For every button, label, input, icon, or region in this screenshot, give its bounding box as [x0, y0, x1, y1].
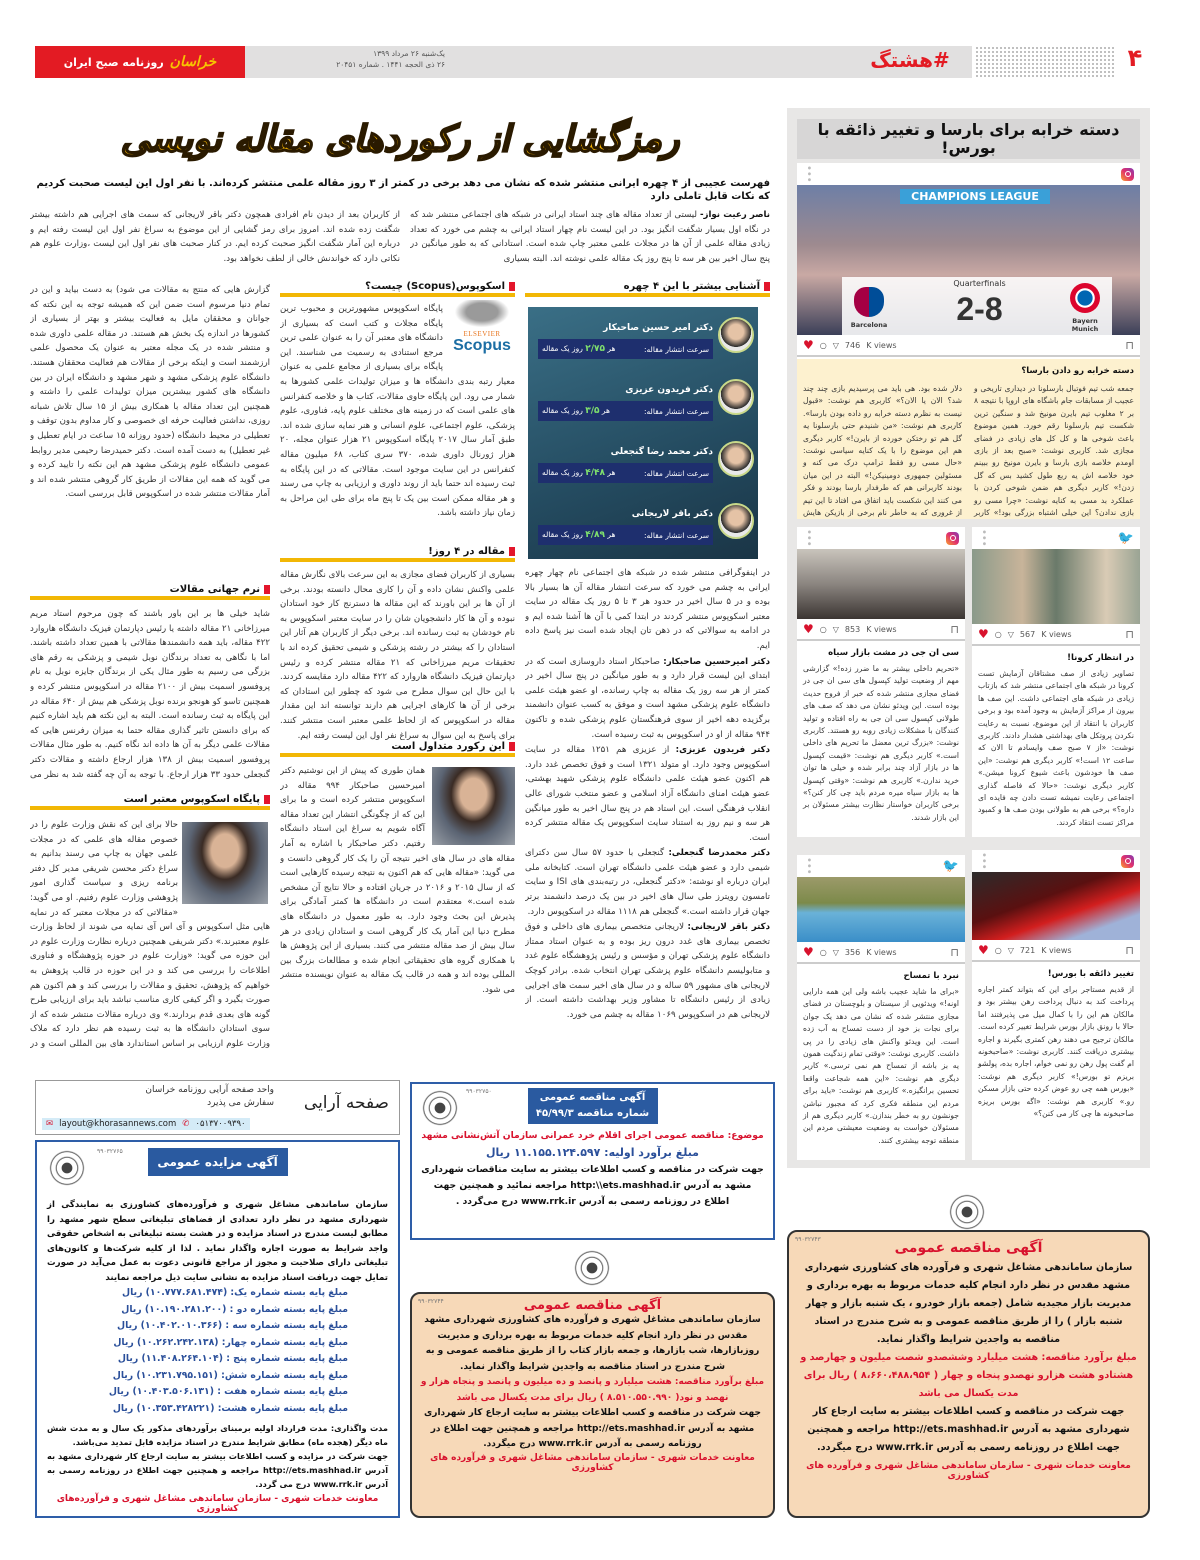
ad-title: آگهی مناقصه عمومی [894, 1240, 1043, 1256]
paragraph: حالا برای این که نقش وزارت علوم را در خصوص مقاله های علمی که در مجلات علمی جهان به چاپ می رسند بدانیم به سراغ دکتر محسن شریفی مدیر کل دفتر برنامه ریزی و سیاست گذاری امور پژوهشی وزارت علوم رفتیم. او می گوید: «مقالاتی که در مجلات معتبر که در نمایه هایی مثل اسکوپوس و آی اس آی نمایه می شوند از لحاظ وزارت علوم معتبرند.» دکتر شریفی همچنین درباره نظارت وزارت علوم در این حوزه می گوید: «وزارت علوم در حوزه پژوهشگاه و فناوری اطلاعات را بررسی می کند و در این حوزه در قالب پژوهش به خواهیم که پژوهش، تحقیق و مقالات را بررسی کند و هم اکنون هم صورت بگیرد و اگر کیفی کاری مناسب نباشد باید برای ارزیابی طرح گونه های بعدی قدم بردارند.» وی درباره مقالات منتشر شده که از سوی استادان دانشگاه ها به ثبت رسیده هم نظر دارد که ملاک وزارت علوم ارزیابی بر اساس استاندارد های بین المللی است و در [30, 820, 270, 1048]
rate-box [538, 463, 713, 483]
instagram-icon [1121, 168, 1134, 181]
match-stage: Quarterfinals [953, 279, 1006, 288]
ad-footer: معاونت خدمات شهری - سازمان ساماندهی مشاغل شهری و فرآورده های کشاورزی [806, 1461, 1131, 1481]
post-actions [972, 624, 1140, 646]
post-header [797, 855, 965, 877]
intro-right [410, 208, 770, 268]
heading-text: مقاله در ۴ روز! [428, 546, 505, 557]
portrait-photo [718, 379, 754, 415]
comment-icon[interactable]: ○ [994, 945, 1002, 955]
column-2-body-2: بسیاری از کاربران فضای مجازی به این سرعت بالای نگارش مقاله علمی واکنش نشان داده و آن را کاری محال دانسته بودند. برخی از آن ها بر این باورند که این مقاله ها دسترنج کار خود استادان نبوده و آن ها کار دانشجویان شان را در سایت معتبر اسکوپوس به نام خودشان به ثبت رسانده اند. برخی دیگر از کاربران هم آثار این استادان را که بیشتر در رشته پزشکی و شیمی تحقیق کرده اند با تحقیقات مریم میرزاخانی که ۲۱ مقاله منتشر کرده و رئیس دپارتمان فیزیک دانشگاه هاروارد که ۴۲۲ مقاله دارد مقایسه کردند. با این حال این سوال مطرح می شود که چطور این استادان که برخی از آن ها کارهای اجرایی هم دارند توانسته اند این مقدار مقاله در اسکوپوس که از لحاظ علمی معتبر است منتشر کنند. برای پاسخ به این سوال به سراغ نفر اول این لیست رفته ایم. [280, 570, 515, 740]
tender-subject: موضوع: مناقصه عمومی اجرای اقلام خرد عمرانی سازمان آتش‌نشانی مشهد [421, 1130, 764, 1141]
page-number: ۴ [1127, 44, 1143, 72]
mashhad-municipality-logo [420, 1088, 460, 1128]
ad-title: آگهی مناقصه عمومی [523, 1298, 662, 1313]
tender-estimate: مبلغ برآورد مناقصه: هشت میلیارد وششصدو شصت میلیون و چهارصد و هشتادو هشت هزارو نهصدو پنجاه و چهار ( ۸،۶۶۰،۴۸۸،۹۵۴ ) ریال برای مدت یکسال می باشد [800, 1352, 1137, 1399]
rate-box [538, 525, 713, 545]
paragraph: پایگاه اسکوپوس مشهورترین و محبوب ترین پایگاه مجلات و کتب است که بسیاری از دانشگاه های معتبر آن را به عنوان علمی ترین مرجع استنادی به رسمیت می شناسند. این پایگاه برای بسیاری از مجامع علمی به عنوان معیار رتبه بندی دانشگاه ها و میزان تولیدات علمی کشورها به شمار می رود. این پایگاه حاوی مقالات، کتاب ها و خلاصه کنفرانس های علمی است که در زمینه های مختلف علوم پایه، فناوری، علوم پزشکی، علوم اجتماعی، علوم انسانی و هنر نمایه سازی شده اند. طبق آمار سال ۲۰۱۷ پایگاه اسکوپوس ۲۱ هزار عنوان مجله، ۲۰ هزار ژورنال داوری شده، ۳۷۰ سری کتاب، ۶۸ میلیون مقاله کنفرانس در این سایت موجود است. مقالاتی که در این پایگاه به ثبت رسیده اند حتما باید از روند داوری و ارزیابی به چاپ می رسند و هر مقاله ممکن است بین یک تا پنج ماه برای طی این مراحل به زمان نیاز داشته باشد. [280, 304, 515, 519]
date-line-1: یک‌شنبه ۲۶ مرداد ۱۳۹۹ [373, 49, 445, 58]
package-price: مبلغ پایه بسته شماره پنج : (۱۱.۴۰۸.۲۶۴.۱۰۴) ریال [117, 1353, 348, 1364]
post-image [797, 185, 1140, 335]
infographic-row [528, 435, 758, 495]
ad-body: سازمان ساماندهی مشاغل شهری و فرآورده های کشاورزی شهرداری مشهد مقدس در نظر دارد انجام کلیه خدمات مربوط به بهره برداری و مدیریت بازار مجیدیه شامل (جمعه بازار خودرو ، یک شنبه بازار و چهار شنبه بازار ) را از طریق مناقصه عمومی و به شرح مندرج در اسناد مناقصه به واجدین شرایط واگذار نماید. [804, 1262, 1133, 1345]
column-3-heading-1 [30, 583, 270, 600]
rate-box [538, 339, 713, 359]
infographic-row [528, 311, 758, 371]
ad-title: صفحه آرایی [303, 1093, 389, 1113]
post-image [797, 877, 965, 942]
bookmark-icon[interactable]: ⊓ [950, 945, 959, 959]
column-3-heading-2 [30, 793, 270, 810]
post-image [972, 549, 1140, 624]
caption-title: در انتظار کرونا! [1067, 653, 1134, 663]
post-header [972, 850, 1140, 872]
mashhad-municipality-logo [47, 1148, 87, 1188]
ad-footer: معاونت خدمات شهری - سازمان ساماندهی مشاغل شهری و فرآورده‌های کشاورزی [56, 1494, 379, 1514]
heading-text: پایگاه اسکوپوس معتبر است [123, 794, 260, 805]
banner-line: آگهی مناقصه عمومی [539, 1092, 646, 1103]
paragraph-lead: دکتر باقر لاریجانی: [687, 922, 770, 933]
like-heart-icon[interactable]: ♥ [978, 627, 989, 641]
panel-title-text: دسته خرابه برای بارسا و تغییر ذائقه با بورس! [817, 120, 1120, 157]
share-icon[interactable]: ▽ [832, 947, 839, 957]
auction-ad [35, 1140, 400, 1518]
paper-tagline: روزنامه صبح ایران [63, 55, 164, 69]
view-count: 356 [844, 947, 861, 957]
column-1-body [525, 566, 770, 1048]
views-label: K views [1041, 629, 1072, 639]
views-label: K views [1041, 945, 1072, 955]
rate-value: ۴/۴۸ [585, 468, 606, 478]
tender-info: جهت شرکت در مناقصه و کسب اطلاعات بیشتر به سایت ارجاع کار شهرداری مشهد به آدرس http://ets.mashhad.ir مراجعه و همچنین جهت اطلاع در روزنامه رسمی به آدرس www.rrk.ir درج میگردد. [807, 1406, 1130, 1453]
match-score: 2-8 [956, 291, 1003, 327]
package-price: مبلغ پایه بسته شماره چهار: (۱۰.۲۶۲.۲۴۲.۱۳۸) ریال [113, 1336, 348, 1348]
post-card-bourse [972, 850, 1140, 1160]
rate-suffix: روز یک مقاله [542, 468, 583, 477]
rate-prefix: هر [601, 406, 610, 415]
section-heading [525, 280, 770, 297]
email-address[interactable]: layout@khorasannews.com [59, 1119, 177, 1129]
ad-duration: مدت واگذاری: مدت قرارداد اولیه برمبنای برآوردهای مذکور یک سال و به مدت شش ماه دیگر (هجده ماه) مطابق شرایط مندرج در اسناد مزایده قابل تمدید می‌باشد. [47, 1423, 388, 1447]
rate-suffix: روز یک مقاله [542, 344, 583, 353]
caption-title: دسته خرابه رو دادن بارسا؟ [1021, 366, 1134, 376]
ad-banner [528, 1088, 658, 1124]
post-image [972, 872, 1140, 940]
paragraph-lead: دکتر امیرحسین صاحبکار: [663, 656, 770, 667]
caption-title: سی ان جی در مشت بازار سیاه [828, 648, 959, 658]
post-card-corona [972, 527, 1140, 837]
article-title: رمزگشایی از رکوردهای مقاله نویسی [120, 119, 680, 160]
views-label: K views [866, 624, 897, 634]
rate-label: سرعت انتشار مقاله: [644, 344, 709, 354]
tender-estimate: مبلغ برآورد مناقصه: هشت میلیارد و پانصد و ده میلیون و پانصد و پنجاه هزار و نهصد و نود( ۸.۵۱۰.۵۵۰.۹۹۰ ) ریال برای مدت یکسال می باشد [420, 1377, 765, 1403]
column-3-body-2: شاید خیلی ها بر این باور باشند که چون مرحوم استاد مریم میرزاخانی ۲۱ مقاله داشته یا رئیس دپارتمان فیزیک دانشگاه هاروارد ۴۲۲ مقاله، باید همه دانشمندها مقالاتی با همین تعداد داشته باشند. اما با نگاهی به تعداد برندگان نوبل شیمی و پزشکی به رقم های بزرگی می رسیم به طور مثال یکی از برندگان جایزه نوبل به نام پروفسور اسمیت بیش از ۲۱۰۰ مقاله در اسکوپوس منتشر کرده و همچنین تاسو کو هونجو برنده نوبل پزشکی هم بیش از ۶۴۰ مقاله در این پایگاه به ثبت رسانده است. البته به این نکته هم باید اشاره کنیم که برای دانستن تاثیر گذاری مقاله حتما به میزان رفرنس هایی که مقالات علمی دیگر به آن ها داده اند نگاه کنیم. به طور مثال مقالات پروفسور اسمیت بیش از ۱۳۸ هزار ارجاع داشته و مقالات دکتر گنجعلی حدود ۳۳ هزار ارجاع. با توجه به آن چه گفته شد به نظر می [30, 609, 270, 780]
package-price: مبلغ پایه بسته شماره شش: (۱۰.۲۳۱.۷۹۵.۱۵۱) ریال [112, 1369, 348, 1381]
person-name: دکتر امیر حسین صاحبکار [603, 323, 713, 333]
person-name: دکتر فریدون عزیزی [625, 385, 713, 395]
post-card-champions [797, 163, 1140, 359]
package-price: مبلغ پایه بسته شماره یک: (۱۰.۷۷۷.۶۸۱.۴۷۴) ریال [122, 1287, 348, 1298]
ad-line: سفارش می پذیرد [207, 1098, 274, 1108]
ad-line: واحد صفحه آرایی روزنامه خراسان [145, 1085, 274, 1095]
rate-label: سرعت انتشار مقاله: [644, 530, 709, 540]
rate-value: ۳/۵ [585, 406, 600, 416]
post-actions [972, 940, 1140, 962]
post-image [797, 549, 965, 619]
date-line-2: ۲۶ ذی الحجه ۱۴۴۱ . شماره ۲۰۴۵۱ [336, 60, 445, 69]
email-icon: ✉ [46, 1119, 54, 1129]
post-actions [797, 942, 965, 964]
rate-box [538, 401, 713, 421]
paragraph-lead: دکتر محمدرضا گنجعلی: [668, 848, 770, 859]
ad-body: سازمان ساماندهی مشاغل شهری و فرآورده های کشاورزی شهرداری مشهد مقدس در نظر دارد انجام کلیه خدمات مربوط به بهره برداری و مدیریت روزبازارها، شب بازارها، و جمعه بازار کتاب را از طریق مناقصه عمومی و به شرح مندرج در اسناد مناقصه به واجدین شرایط واگذار نماید. [424, 1315, 761, 1372]
infographic-row [528, 373, 758, 433]
elsevier-tree-icon [450, 300, 514, 330]
package-price: مبلغ پایه بسته شماره هشت: (۱۰.۳۵۳.۴۲۸۲۲۱) ریال [112, 1402, 348, 1414]
views-label: K views [866, 947, 897, 957]
view-count: 853 [844, 624, 861, 634]
ad-info: جهت شرکت در مزایده و کسب اطلاعات بیشتر به سایت ارجاع کار شهرداری مشهد به آدرس http://ets.mashhad.ir مراجعه و همچنین جهت اطلاع در روزنامه رسمی به آدرس www.rrk.ir درج می گردد. [47, 1451, 388, 1489]
issue-date [255, 48, 445, 70]
section-title: #هشتگ [870, 48, 950, 72]
rate-value: ۲/۷۵ [585, 344, 606, 354]
dotted-decoration [975, 46, 1115, 78]
ad-code: ۹۹۰۳۲۷۴۴ [418, 1298, 444, 1305]
bookmark-icon[interactable]: ⊓ [1125, 943, 1134, 957]
instagram-icon [1121, 855, 1134, 868]
comment-icon[interactable]: ○ [819, 624, 827, 634]
newspaper-logo [35, 46, 245, 78]
rate-label: سرعت انتشار مقاله: [644, 468, 709, 478]
paragraph-lead: دکتر فریدون عزیزی: [675, 745, 770, 756]
share-icon[interactable]: ▽ [1007, 629, 1014, 639]
share-icon[interactable]: ▽ [1007, 945, 1014, 955]
heading-text: این رکورد متداول است [391, 741, 505, 752]
barcelona-crest-icon [854, 287, 884, 317]
package-price: مبلغ پایه بسته شماره هفت : (۱۰.۴۰۳.۵۰۶.۱۳۱) ریال [108, 1386, 348, 1397]
rate-prefix: هر [607, 344, 616, 353]
infographic-row [528, 497, 758, 557]
rate-suffix: روز یک مقاله [542, 530, 583, 539]
column-1 [525, 280, 770, 297]
comment-icon[interactable]: ○ [819, 340, 827, 350]
column-2-heading-2 [280, 545, 515, 562]
section-heading [280, 740, 515, 757]
bayern-crest-icon [1070, 283, 1100, 313]
ad-box [787, 1230, 1150, 1518]
like-heart-icon[interactable]: ♥ [803, 945, 814, 959]
paragraph-text: از عزیزی هم ۱۲۵۱ مقاله در سایت اسکوپوس وجود دارد. او متولد ۱۳۲۱ است و فوق تخصص غدد دارد. هم اکنون عضو هیئت علمی دانشگاه علوم پزشکی شهید بهشتی، عضو هیئت امنای دانشگاه آزاد اسلامی و عضو منتخب شورای عالی انقلاب فرهنگی است. این استاد هم در پنج سال اخیر به طور میانگین هر سه و نیم روز به استناد سایت اسکوپوس یک مقاله منتشر کرده است. [525, 745, 770, 843]
column-2-heading [280, 280, 515, 297]
caption-text: دلار شده بود. هی باید می پرسیدیم بازی چند چند شد؟ الان یا الان؟» کاربری هم نوشت: «قبول نیست به نظرم دسته خرابه رو داده بودن بارسا». کاربری هم نوشت: «من شنیدم حتی بارسلونا یه گل هم تو رختکن خورده از بایرن!» کاربر دیگری هم این موضوع را با یک کنایه سیاسی نوشت: «حال مسی رو فقط ترامپ درک می کنه و مسئولین جمهوری دومینیکن!» البته در این میان بودند کاربرانی هم که طرفدار بارسا بودند و فکر می کنند این شکست باید اتفاق می افتاد تا این تیم از غروری که به خاطر نام برخی از بازیکن هایش [803, 384, 962, 517]
package-price: مبلغ پایه بسته شماره دو : (۱۰.۱۹۰.۲۸۱.۲۰۰) ریال [121, 1303, 348, 1315]
tender-estimate: مبلغ برآورد اولیه: ۱۱.۱۵۵.۱۲۴.۵۹۷ ریال [485, 1146, 699, 1159]
view-count: 567 [1019, 629, 1036, 639]
section-heading [280, 280, 515, 297]
infographic [528, 307, 758, 559]
heading-text: نرم جهانی مقالات [169, 584, 260, 595]
views-label: K views [866, 340, 897, 350]
paragraph [525, 920, 770, 1022]
team-left: Barcelona [850, 321, 888, 329]
rate-prefix: هر [607, 468, 616, 477]
panel-title [797, 119, 1140, 159]
elsevier-label: ELSEVIER [463, 330, 501, 338]
twitter-icon: 🐦 [1117, 530, 1134, 546]
post-actions [797, 335, 1140, 357]
like-heart-icon[interactable]: ♥ [803, 338, 814, 352]
comment-icon[interactable]: ○ [994, 629, 1002, 639]
column-2-heading-3 [280, 740, 515, 757]
more-options-icon[interactable]: ••• [803, 165, 814, 183]
rate-prefix: هر [607, 530, 616, 539]
package-price: مبلغ پایه بسته شماره سه : (۱۰.۴۰۲.۰۱۰.۳۶۶) ریال [117, 1320, 348, 1331]
scopus-logo [450, 300, 514, 364]
more-options-icon[interactable]: ••• [978, 852, 989, 870]
layout-service-ad [35, 1080, 400, 1135]
tender-ad-majidieh [787, 1192, 1150, 1518]
intro-left: از کاربران بعد از دیدن نام افرادی همچون دکتر باقر لاریجانی که سمت های اجرایی هم داشته بیشتر شگفت زده شده اند. امروز برای رمز گشایی از این موضوع به سراغ نفر اول این لیست رفته ایم و درباره این آمار شگفت انگیز صحبت کرده ایم. در کنار صحبت های نفر اول این لیست ،وزارت علوم هم نکاتی دارد که خواندنش خالی از لطف نخواهد بود. [30, 210, 400, 264]
competition-banner: CHAMPIONS LEAGUE [900, 189, 1050, 204]
view-count: 721 [1019, 945, 1036, 955]
instagram-icon [946, 532, 959, 545]
scopus-label: Scopus [453, 337, 511, 354]
post-header [797, 163, 1140, 185]
post-actions [797, 619, 965, 641]
rate-value: ۴/۸۹ [585, 530, 606, 540]
article-subtitle: فهرست عجیبی از ۴ چهره ایرانی منتشر شده که نشان می دهد برخی در کمتر از ۳ روز مقاله علمی منتشر کرده‌اند. با نفر اول این لیست صحبت کردیم که نکات قابل تاملی دارد [36, 178, 770, 202]
ad-code: ۹۹۰۳۲۷۶۵ [97, 1148, 123, 1155]
section-heading [30, 583, 270, 600]
phone-number: ۰۵۱۳۷۰۰۹۳۹۰ [195, 1119, 246, 1129]
like-heart-icon[interactable]: ♥ [803, 622, 814, 636]
caption-text: جمعه شب تیم فوتبال بارسلونا در دیداری تاریخی و عجیب از مسابقات جام باشگاه های اروپا با نتیجه ۸ بر ۲ مغلوب تیم بایرن مونیخ شد و سنگین ترین شکست تیم بارسلونا رقم خورد. همین موضوع باعث شوخی ها و کل کل های زیادی در فضای مجازی شد. کاربری نوشت: «صبح بعد از بازی اومدم خلاصه بازی بارسا و بایرن مونیخ رو ببینم خود خلاصه اش یه ربع طول کشید بس که گل زدن!» کاربر دیگری هم ضمن شوخی کردن با عملکرد بد مسی به کنایه نوشت: «چرا مسی رو بازی ندادن؟ این خیلی اشتباه بزرگی بود!» کاربر [974, 384, 1135, 517]
post-caption-champions [797, 359, 1140, 519]
post-card-cng [797, 527, 965, 837]
mashhad-municipality-logo [947, 1192, 987, 1232]
package-list [47, 1285, 388, 1417]
ad-code: ۹۹۰۳۲۷۴۳ [795, 1236, 821, 1243]
person-name: دکتر باقر لاریجانی [631, 509, 713, 519]
rate-label: سرعت انتشار مقاله: [644, 406, 709, 416]
share-icon[interactable]: ▽ [832, 340, 839, 350]
section-heading [30, 793, 270, 810]
paragraph: در اینفوگرافی منتشر شده در شبکه های اجتماعی نام چهار چهره ایرانی به چشم می خورد که سرعت انتشار مقاله آن ها بسیار بالا بوده و در ۵ سال اخیر در حدود هر ۳ تا ۵ روز یک مقاله در سایت معتبر اسکوپوس منتشر کردند در ابتدا کمی با آن ها آشنا شده ایم و در ادامه به سوالاتی که در ذهن تان ایجاد شده است نیز پاسخ داده ایم. [525, 568, 770, 651]
portrait-photo [718, 441, 754, 477]
sharifi-photo [182, 822, 268, 904]
bookmark-icon[interactable]: ⊓ [1125, 338, 1134, 352]
caption-text: تصاویر زیادی از صف مشتاقان آزمایش تست کرونا در شبکه های اجتماعی منتشر شد که بازتاب زیادی در شبکه های اجتماعی داشت. این صف ها بیرون از مراکز آزمایش به وجود آمده بود و برخی کاربران با انتقاد از این موضوع، نسبت به رعایت نکردن پروتکل های بهداشتی هشدار دادند. کاربری نوشت: «از ۷ صبح صف وایسادم تا الان که ساعت ۱۲ است!» کاربر دیگری هم نوشت: «این صف ها خودشون باعث شیوع کرونا میشن.» کاربر دیگری نوشت: «حالا که فاصله گذاری اجتماعی رعایت نمیشه تست دادن چه فایده ای داره؟» برخی هم به طولانی بودن صف ها و کمبود مراکز تست انتقاد کردند. [978, 669, 1134, 827]
author-name: ناصر رعیت نواز- [699, 210, 770, 220]
ad-code: ۹۹۰۳۲۷۵۰ [466, 1088, 492, 1095]
bookmark-icon[interactable]: ⊓ [950, 622, 959, 636]
phone-icon: ✆ [182, 1119, 190, 1129]
portrait-photo [718, 317, 754, 353]
mashhad-municipality-logo [572, 1248, 612, 1288]
section-heading [280, 545, 515, 562]
bookmark-icon[interactable]: ⊓ [1125, 627, 1134, 641]
rate-suffix: روز یک مقاله [542, 406, 583, 415]
tender-info: جهت شرکت در مناقصه و کسب اطلاعات بیشتر به سایت مناقصات شهرداری مشهد به آدرس http:\\ets.mashhad.ir مراجعه نمائید و همچنین جهت اطلاع در روزنامه رسمی به آدرس www.rrk.ir درج می‌گردد . [421, 1164, 764, 1207]
intro-text: لیستی از تعداد مقاله های چند استاد ایرانی در شبکه های اجتماعی منتشر شد که در نگاه اول بسیار شگفت انگیز بود. در این لیست نام چهار استاد ایرانی به چشم می خورد که تعداد زیادی مقاله علمی از آن ها در مجلات علمی معتبر چاپ شده است. استادانی که به طور میانگین در پنج سال اخیر بین هر سه تا پنج روز یک مقاله علمی نوشته اند. البته بسیاری [410, 210, 770, 264]
caption-text: «تحریم داخلی بیشتر به ما ضرر زده!» گزارشی مهم از وضعیت تولید کپسول های سی ان جی در فضای مجازی منتشر شده که خبر از فروج حدیث بوده است. این ویدئو نشان می دهد که صف های طولانی کپسول سی ان جی به راه افتاده و تولید کنندگان با مشکلات زیادی روبه رو هستند. کاربری نوشت: «بزرگ ترین معضل ما تحریم های داخلی است.» کاربر دیگری هم نوشت: «قیمت کپسول ها در بازار آزاد چند برابر شده و خیلی ها توان خرید ندارن.» کاربری هم نوشت: «وقتی کپسول ها به بازار سیاه میره مردم باید چی کار کنن؟» برخی کاربران خواستار نظارت بیشتر مسئولان بر این بازار شدند. [803, 664, 959, 822]
paragraph [525, 655, 770, 743]
tender-ad-bazaars [410, 1248, 775, 1518]
more-options-icon[interactable]: ••• [803, 529, 814, 547]
banner-line: شماره مناقصه ۴۵/۹۹/۳ [535, 1108, 650, 1119]
ad-body: سازمان ساماندهی مشاغل شهری و فرآورده‌های کشاورزی به نمایندگی از شهرداری مشهد در نظر دارد تعدادی از فضاهای تبلیغاتی سطح شهر مشهد را مطابق لیست مندرج در اسناد مزایده و در هشت بسته تبلیغاتی به اشخاص حقوقی واجد شرایط به صورت اجاره واگذار نماید . لذا از کلیه شرکت‌ها و کانون‌های تبلیغاتی دارای صلاحیت و مجوز از مراجع قانونی دعوت به عمل می‌آید در صورت تمایل جهت دریافت اسناد مزایده به نشانی سایت ذیل مراجعه نمایند [47, 1200, 388, 1283]
paragraph-text: صاحبکار استاد داروسازی است که در ابتدای این لیست قرار دارد و به طور میانگین در پنج سال اخیر در کمتر از هر سه روز یک مقاله به چاپ رسانده، او عضو هیئت علمی دانشگاه علوم پزشکی مشهد است و موفق به کسب عنوان دانشمند برگزیده دهه اخیر از سوی فرهنگستان علوم پزشکی شده و تاکنون ۹۴۴ مقاله از او در اسکوپوس به ثبت رسیده است. [525, 656, 770, 740]
scoreboard [842, 277, 1112, 335]
paragraph: همان طوری که پیش از این نوشتیم دکتر امیرحسین صاحبکار ۹۹۴ مقاله در اسکوپوس منتشر کرده است و ما برای این که از چگونگی انتشار این تعداد مقاله آگاه شویم به سراغ این استاد دانشگاه رفتیم. دکتر صاحبکار با اشاره به آمار مقاله های در سال های اخیر نتیجه آن را یک کار گروهی دانست و می گوید: «مقاله هایی که هم اکنون به نتیجه رسیده کارهایی است که از سال ۲۰۱۵ و ۲۰۱۶ در جریان افتاده و حالا نتایج آن مشخص شده است.» معتقدم است در دانشگاه ها کمتر آمادگی برای پذیرش این بحث وجود دارد. به طور معمول در دانشگاه های مطرح دنیا این آمار یک کار گروهی است و استادان زیادی در هر سال بیش از صد مقاله منتشر می کنند. بسیاری از این پژوهش ها با همکاری گروه های تحقیقاتی انجام شده و مطالعات بزرگ بین المللی بوده اند و همه در قالب یک مقاله به عنوان نویسنده منتشر می شود. [280, 766, 515, 995]
like-heart-icon[interactable]: ♥ [978, 943, 989, 957]
share-icon[interactable]: ▽ [832, 624, 839, 634]
sahebkar-photo [432, 767, 515, 845]
paragraph-text: لاریجانی متخصص بیماری های داخلی و فوق تخصص بیماری های غدد درون ریز بوده و به عنوان استاد ممتاز دانشگاه علوم پزشکی تهران و مؤسس و رئیس پژوهشگاه علوم غدد و متابولیسم دانشگاه علوم پزشکی تهران انتخاب شده. برادر کوچک لاریجانی های مشهور ۵۹ ساله و در سال های اخیر سمت های اجرایی زیادی از رئیس دانشگاه تا مشاور وزیر بهداشت داشته است. از لاریجانی هم در اسکوپوس ۱۰۶۹ مقاله به چشم می خورد. [525, 922, 770, 1020]
post-card-crocodile [797, 855, 965, 1160]
more-options-icon[interactable]: ••• [803, 857, 814, 875]
caption-text: «برای ما شاید عجیب باشه ولی این همه دارایی اونه!» ویدئویی از سیستان و بلوچستان در فضای مجازی منتشر شده که نشان می دهد یک جوان برای نجات بز خود از دست تمساح به آب زده است. این ویدئو واکنش های زیادی را در پی داشت. کاربری نوشت: «وقتی تمام زندگیت همون یه بز باشه از تمساح هم نمی ترسی.» کاربر دیگری هم نوشت: «این همه شجاعت واقعا تحسین برانگیزه.» کاربری هم نوشت: «باید برای مردم این منطقه فکری کرد که مجبور نباشن جونشون رو به خطر بندازن.» کاربر دیگری هم از مسئولان خواست به وضعیت معیشتی مردم این منطقه توجه بیشتری کنند. [803, 987, 959, 1145]
caption-title: نبرد با تمساح [903, 971, 959, 981]
caption-text: از قدیم مستاجر برای این که بتواند کمتر اجاره پرداخت کند به دنبال پرداخت رهن بیشتر بود و مالکان هم این را با کمال میل می پذیرفتند اما حالا با رونق بازار بورس شرایط تغییر کرده است. مالکان ترجیح می دهند رهن کمتری بگیرند و اجاره بیشتری دریافت کنند. کاربری نوشت: «صاحبخونه ام گفت پول رهن رو نمی خوام، اجاره بده، پولشو بریزم تو بورس!» کاربر دیگری هم نوشت: «بورس همه چی رو عوض کرده حتی بازار مسکن رو.» کاربری هم نوشت: «اگه بورس بریزه صاحبخونه ها چی کار می کنن؟» [978, 985, 1134, 1119]
twitter-icon: 🐦 [942, 858, 959, 874]
view-count: 746 [844, 340, 861, 350]
heading-text: اسکوپوس(Scopus) چیست؟ [365, 281, 505, 292]
paragraph [525, 846, 770, 919]
person-name: دکتر محمد رضا گنجعلی [610, 447, 713, 457]
ad-box [410, 1292, 775, 1518]
paragraph [525, 743, 770, 845]
more-options-icon[interactable]: ••• [978, 529, 989, 547]
contact-info [42, 1118, 250, 1130]
post-header [797, 527, 965, 549]
post-header [972, 527, 1140, 549]
tender-ad-fire-department [410, 1082, 775, 1240]
paper-name: خراسان [169, 54, 217, 70]
column-3-body-1: گزارش هایی که منتج به مقالات می شود) به دست بیاید و این در تمام دنیا مرسوم است ضمن این که همیشه توجه به این نکته که جوانان و محققان مایل به فعالیت بیشتر و بهتر از بسیاری از کشورها در اندازه یک بخش هم هستند. در مقاله علمی داوری شده و منتشر شده در یک مجله معتبر به عنوان یک محصول علمی ارزشمند است و اینکه برخی از مقالات هم فعالیت محققان هستند. دانشگاه علوم پزشکی مشهد و شهر مشهد و دانشگاه ایران در بین دانشگاه های کشور بیشترین میزان تولیدات علمی را داشته و همچنین این تعداد مقاله با همکاری بیش از ۱۵ سال تلاش شبانه روزی، نداشتن فعالیت حرفه ای خصوصی و کار مداوم بدون توقف و تعطیلی در محیط دانشگاه (حدود روزانه ۱۵ ساعت در ایام تعطیل و غیر تعطیل) به دست آمده است. دکتر حمیدرضا رحیمی مدیر روابط عمومی دانشگاه علوم پزشکی مشهد هم این نکته را تایید کرده و می گوید که همه این مقالات از طریق کار گروهی منتشر شده اند و آمار مقالات منتشر شده در اسکوپوس قابل بررسی است. [30, 285, 270, 500]
tender-info: جهت شرکت در مناقصه و کسب اطلاعات بیشتر به سایت ارجاع کار شهرداری مشهد به آدرس http://ets.mashhad.ir مراجعه و همچنین جهت اطلاع در روزنامه رسمی به آدرس www.rrk.ir درج میگردد. [424, 1408, 761, 1449]
ad-banner: آگهی مزایده عمومی [148, 1148, 288, 1176]
ad-footer: معاونت خدمات شهری - سازمان ساماندهی مشاغل شهری و فرآورده های کشاورزی [430, 1452, 755, 1473]
heading-text: آشنایی بیشتر با این ۴ چهره [623, 281, 760, 292]
comment-icon[interactable]: ○ [819, 947, 827, 957]
portrait-photo [718, 503, 754, 539]
team-right: Bayern Munich [1071, 317, 1099, 333]
caption-title: تغییر ذائقه با بورس! [1047, 969, 1134, 979]
paragraph-text: گنجعلی با حدود ۵۷ سال سن دکترای شیمی دارد و عضو هیئت علمی دانشگاه تهران است. کتابخانه ملی ایران درباره او نوشته: «دکتر گنجعلی، در رتبه‌بندی های ISI و سایت تامسون رویترز طی سال های اخیر در بین یک درصد دانشمند برتر جهان قرار داشته است.» گنجعلی هم ۱۱۱۸ مقاله در اسکوپوس دارد. [525, 848, 770, 917]
